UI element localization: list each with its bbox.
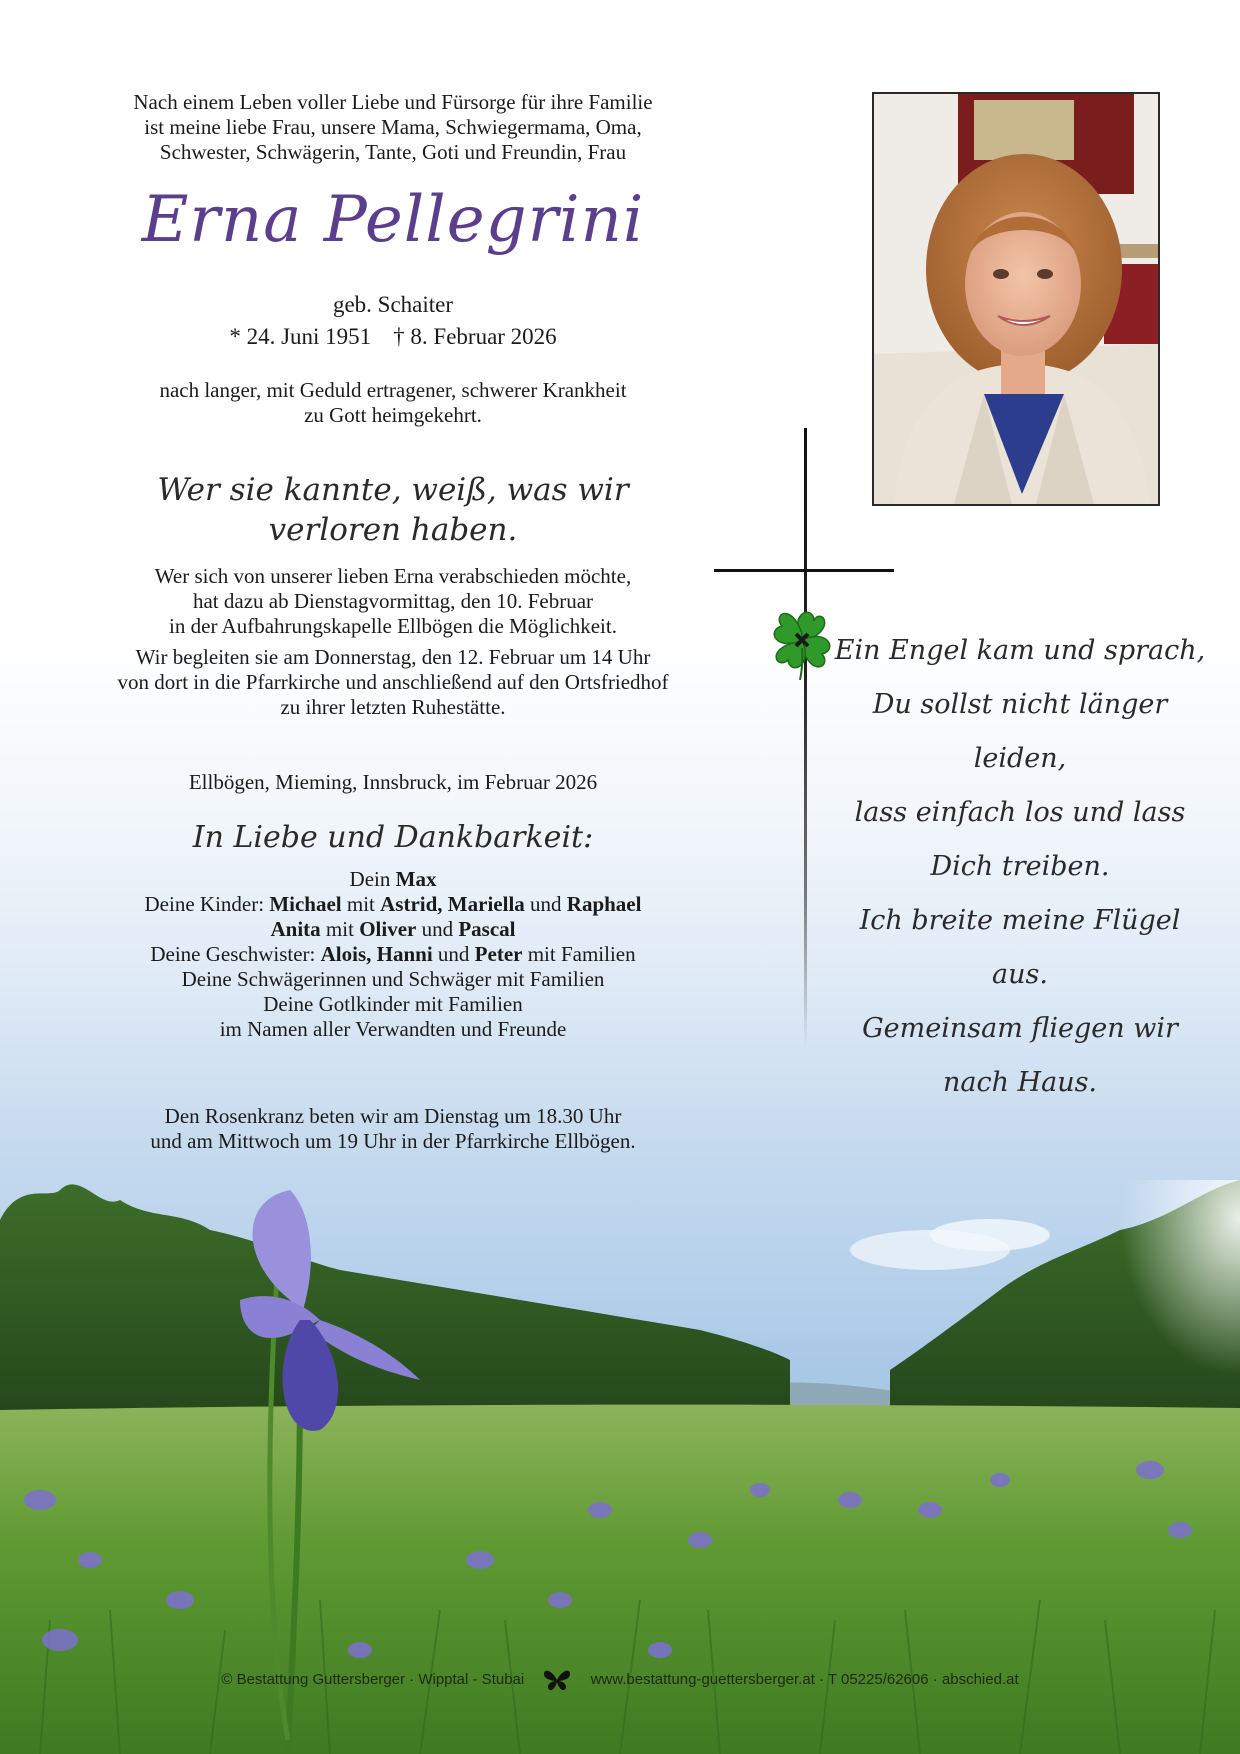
portrait-image — [874, 94, 1158, 504]
mourner-name: Max — [395, 867, 437, 891]
footer — [0, 1665, 1240, 1695]
footer-website[interactable]: www.bestattung-guettersberger.at · T 05225/62606 · abschied.at — [590, 1671, 1019, 1688]
poem — [830, 624, 1210, 1110]
cross-bar — [714, 569, 894, 572]
mourners-list — [95, 867, 691, 1042]
visitation-line: Wer sich von unserer lieben Erna verabschieden möchte, — [154, 564, 632, 588]
funeral-text — [80, 645, 706, 720]
death-date: † 8. Februar 2026 — [393, 324, 557, 349]
butterfly-icon — [542, 1668, 572, 1692]
mourner-name: Pascal — [458, 917, 516, 941]
mourner-text: und — [524, 892, 567, 916]
poem-line: Gemeinsam fliegen wir nach Haus. — [862, 1013, 1178, 1098]
intro-text — [95, 90, 691, 165]
mourner-name: Michael — [269, 892, 342, 916]
mourner-text: Deine Geschwister: — [150, 942, 321, 966]
rosary-line: und am Mittwoch um 19 Uhr in der Pfarrkirche Ellbögen. — [150, 1129, 636, 1153]
intro-line: Nach einem Leben voller Liebe und Fürsorge für ihre Familie — [133, 90, 653, 114]
mourner-line — [95, 892, 691, 917]
mourner-text: Deine Kinder: — [144, 892, 270, 916]
mourner-name: Alois, Hanni — [320, 942, 433, 966]
poem-line: Du sollst nicht länger leiden, — [872, 689, 1168, 774]
passing-line: nach langer, mit Geduld ertragener, schwerer Krankheit — [159, 378, 627, 402]
clover-icon — [766, 604, 838, 680]
rosary-line: Den Rosenkranz beten wir am Dienstag um 18.30 Uhr — [164, 1104, 622, 1128]
cross-icon — [804, 428, 807, 1048]
passing-text — [95, 378, 691, 428]
funeral-line: von dort in die Pfarrkirche und anschließend auf den Ortsfriedhof — [117, 670, 669, 694]
visitation-line: in der Aufbahrungskapelle Ellbögen die Möglichkeit. — [169, 614, 617, 638]
mourner-line: im Namen aller Verwandten und Freunde — [219, 1017, 567, 1041]
memorial-quote: Wer sie kannte, weiß, was wir verloren haben. — [157, 472, 629, 548]
mourner-line — [95, 867, 691, 892]
mourner-line — [95, 942, 691, 967]
mourner-text: und — [432, 942, 475, 966]
visitation-line: hat dazu ab Dienstagvormittag, den 10. Februar — [192, 589, 594, 613]
deceased-name: Erna Pellegrini — [141, 183, 645, 257]
mourner-line — [95, 917, 691, 942]
mourner-text: und — [416, 917, 459, 941]
poem-line: Ich breite meine Flügel aus. — [859, 905, 1181, 990]
birth-date: * 24. Juni 1951 — [229, 324, 372, 349]
poem-line: lass einfach los und lass Dich treiben. — [854, 797, 1186, 882]
maiden-name: geb. Schaiter — [332, 292, 454, 317]
mourner-text: mit — [320, 917, 360, 941]
place-date: Ellbögen, Mieming, Innsbruck, im Februar 2026 — [188, 770, 598, 794]
portrait-photo — [872, 92, 1160, 506]
funeral-line: Wir begleiten sie am Donnerstag, den 12. Februar um 14 Uhr — [135, 645, 651, 669]
mourner-text: Dein — [349, 867, 396, 891]
visitation-text — [95, 564, 691, 639]
life-dates — [95, 324, 691, 350]
funeral-line: zu ihrer letzten Ruhestätte. — [280, 695, 506, 719]
poem-line: Ein Engel kam und sprach, — [834, 635, 1206, 666]
thanks-heading: In Liebe und Dankbarkeit: — [192, 820, 594, 855]
rosary-text — [95, 1104, 691, 1154]
mourner-name: Oliver — [359, 917, 417, 941]
mourner-name: Astrid, Mariella — [380, 892, 525, 916]
mourner-text: mit — [341, 892, 381, 916]
footer-copyright: © Bestattung Guttersberger · Wipptal - Stubai — [221, 1671, 525, 1688]
mourner-line: Deine Schwägerinnen und Schwäger mit Familien — [181, 967, 605, 991]
mourner-text: mit Familien — [522, 942, 636, 966]
passing-line: zu Gott heimgekehrt. — [304, 403, 482, 427]
mourner-name: Anita — [270, 917, 321, 941]
mourner-name: Raphael — [566, 892, 642, 916]
mourner-line: Deine Gotlkinder mit Familien — [263, 992, 523, 1016]
intro-line: Schwester, Schwägerin, Tante, Goti und Freundin, Frau — [159, 140, 627, 164]
mourner-name: Peter — [474, 942, 523, 966]
intro-line: ist meine liebe Frau, unsere Mama, Schwiegermama, Oma, — [144, 115, 642, 139]
